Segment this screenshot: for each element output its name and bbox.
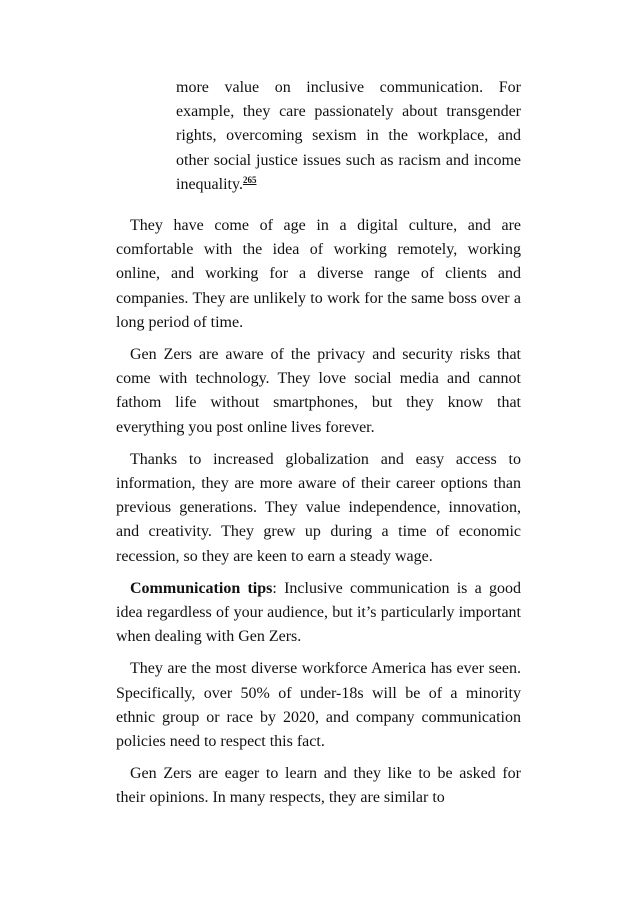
paragraph-eager-to-learn: [116, 762, 521, 810]
footnote-reference[interactable]: 265: [242, 174, 257, 185]
paragraph-text: They have come of age in a digital culture, and are comfortable with the idea of working remotely, working online, and working for a diverse range of clients and companies. They are unlikely to work for the same boss over a long period of time.: [116, 217, 521, 331]
paragraph-globalization: [116, 448, 521, 569]
paragraph-text: Gen Zers are eager to learn and they like to be asked for their opinions. In many respects, they are similar to: [116, 765, 521, 807]
paragraph-text: Thanks to increased globalization and easy access to information, they are more aware of their career options than previous generations. They value independence, innovation, and creativity. They grew up during a time of economic recession, so they are keen to earn a steady wage.: [116, 450, 521, 565]
paragraph-communication-tips: [116, 577, 521, 650]
page-body: [116, 76, 521, 819]
paragraph-text: : Inclusive communication is a good idea regardless of your audience, but it’s particularly important when dealing with Gen Zers.: [116, 579, 521, 646]
block-quote: [176, 76, 521, 197]
paragraph-diverse-workforce: [116, 657, 521, 754]
paragraph-text: They are the most diverse workforce America has ever seen. Specifically, over 50% of under-18s will be of a minority ethnic group or race by 2020, and company communication policies need to respect this fact.: [116, 660, 521, 751]
paragraph-text: Gen Zers are aware of the privacy and security risks that come with technology. They love social media and cannot fathom life without smartphones, but they know that everything you post online lives forever.: [116, 346, 521, 436]
paragraph-lead: Communication tips: [130, 579, 273, 597]
quote-text: more value on inclusive communication. For example, they care passionately about transgender rights, overcoming sexism in the workplace, and other social justice issues such as racism and income inequality.: [176, 79, 521, 193]
paragraph-digital-culture: [116, 214, 521, 335]
paragraph-privacy: [116, 343, 521, 440]
